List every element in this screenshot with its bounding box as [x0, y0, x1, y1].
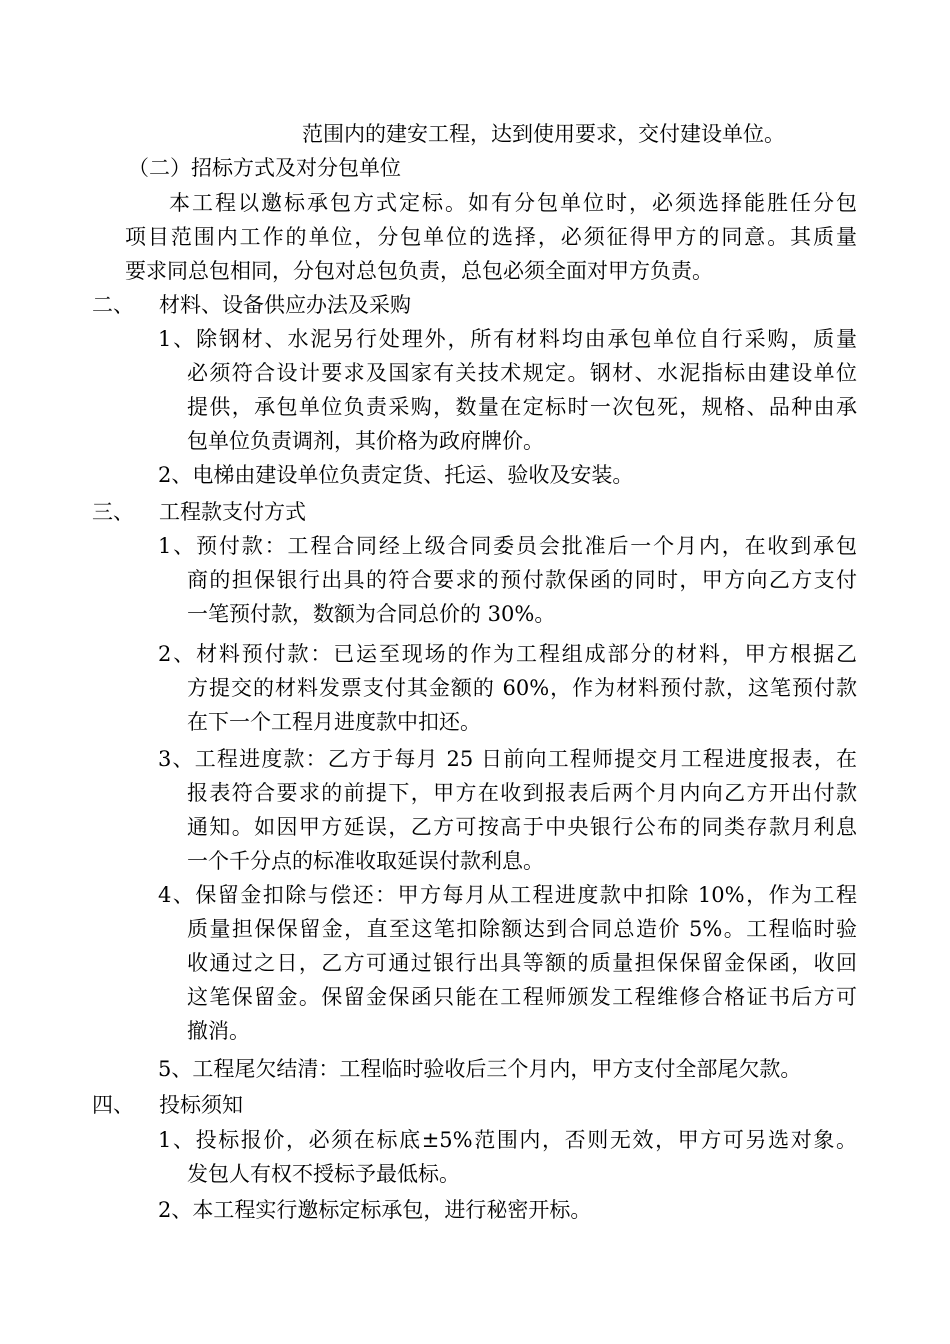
paragraph-line: 项目范围内工作的单位，分包单位的选择，必须征得甲方的同意。其质量 — [125, 225, 857, 249]
paragraph-line: 本工程以邀标承包方式定标。如有分包单位时，必须选择能胜任分包 — [169, 191, 857, 215]
item-line: 一个千分点的标准收取延误付款利息。 — [187, 849, 544, 873]
item-line: 通知。如因甲方延误，乙方可按高于中央银行公布的同类存款月利息 — [187, 815, 857, 839]
item-line: 提供，承包单位负责采购，数量在定标时一次包死，规格、品种由承 — [187, 395, 857, 419]
section-number: 三、 — [92, 500, 134, 524]
item-line: 必须符合设计要求及国家有关技术规定。钢材、水泥指标由建设单位 — [187, 361, 857, 385]
item-line: 1、除钢材、水泥另行处理外，所有材料均由承包单位自行采购，质量 — [158, 327, 857, 351]
item-line: 撤消。 — [187, 1019, 250, 1043]
item-line: 1、投标报价，必须在标底±5%范围内，否则无效，甲方可另选对象。 — [158, 1128, 857, 1152]
item-line: 商的担保银行出具的符合要求的预付款保函的同时，甲方向乙方支付 — [187, 568, 857, 592]
item-line: 1、预付款：工程合同经上级合同委员会批准后一个月内，在收到承包 — [158, 534, 857, 558]
item-line: 在下一个工程月进度款中扣还。 — [187, 710, 481, 734]
item-line: 收通过之日，乙方可通过银行出具等额的质量担保保留金保函，收回 — [187, 951, 857, 975]
item-line: 方提交的材料发票支付其金额的 60%，作为材料预付款，这笔预付款 — [187, 676, 857, 700]
item-line: 一笔预付款，数额为合同总价的 30%。 — [187, 602, 556, 626]
subsection-paragraph — [125, 186, 857, 288]
continuation-line: 范围内的建安工程，达到使用要求，交付建设单位。 — [302, 122, 785, 146]
item-line: 3、工程进度款：乙方于每月 25 日前向工程师提交月工程进度报表，在 — [158, 747, 857, 771]
list-item — [158, 1123, 857, 1191]
list-item — [158, 637, 857, 739]
section-title: 材料、设备供应办法及采购 — [159, 293, 411, 317]
section-title: 投标须知 — [159, 1093, 243, 1117]
item-line: 2、材料预付款：已运至现场的作为工程组成部分的材料，甲方根据乙 — [158, 642, 857, 666]
list-item: 2、电梯由建设单位负责定货、托运、验收及安装。 — [158, 463, 634, 487]
list-item — [158, 529, 857, 631]
item-line: 4、保留金扣除与偿还：甲方每月从工程进度款中扣除 10%，作为工程 — [158, 883, 857, 907]
item-line: 报表符合要求的前提下，甲方在收到报表后两个月内向乙方开出付款 — [187, 781, 857, 805]
list-item — [158, 878, 857, 1048]
item-line: 包单位负责调剂，其价格为政府牌价。 — [187, 429, 544, 453]
item-line: 质量担保保留金，直至这笔扣除额达到合同总造价 5%。工程临时验 — [187, 917, 857, 941]
section-number: 二、 — [92, 293, 134, 317]
section-title: 工程款支付方式 — [159, 500, 306, 524]
list-item — [158, 742, 857, 878]
item-line: 发包人有权不授标予最低标。 — [187, 1162, 460, 1186]
section-number: 四、 — [92, 1093, 134, 1117]
list-item: 2、本工程实行邀标定标承包，进行秘密开标。 — [158, 1198, 592, 1222]
list-item — [158, 322, 857, 458]
list-item: 5、工程尾欠结清：工程临时验收后三个月内，甲方支付全部尾欠款。 — [158, 1057, 802, 1081]
item-line: 这笔保留金。保留金保函只能在工程师颁发工程维修合格证书后方可 — [187, 985, 857, 1009]
subsection-heading: （二）招标方式及对分包单位 — [128, 156, 401, 180]
paragraph-line: 要求同总包相同，分包对总包负责，总包必须全面对甲方负责。 — [125, 259, 713, 283]
